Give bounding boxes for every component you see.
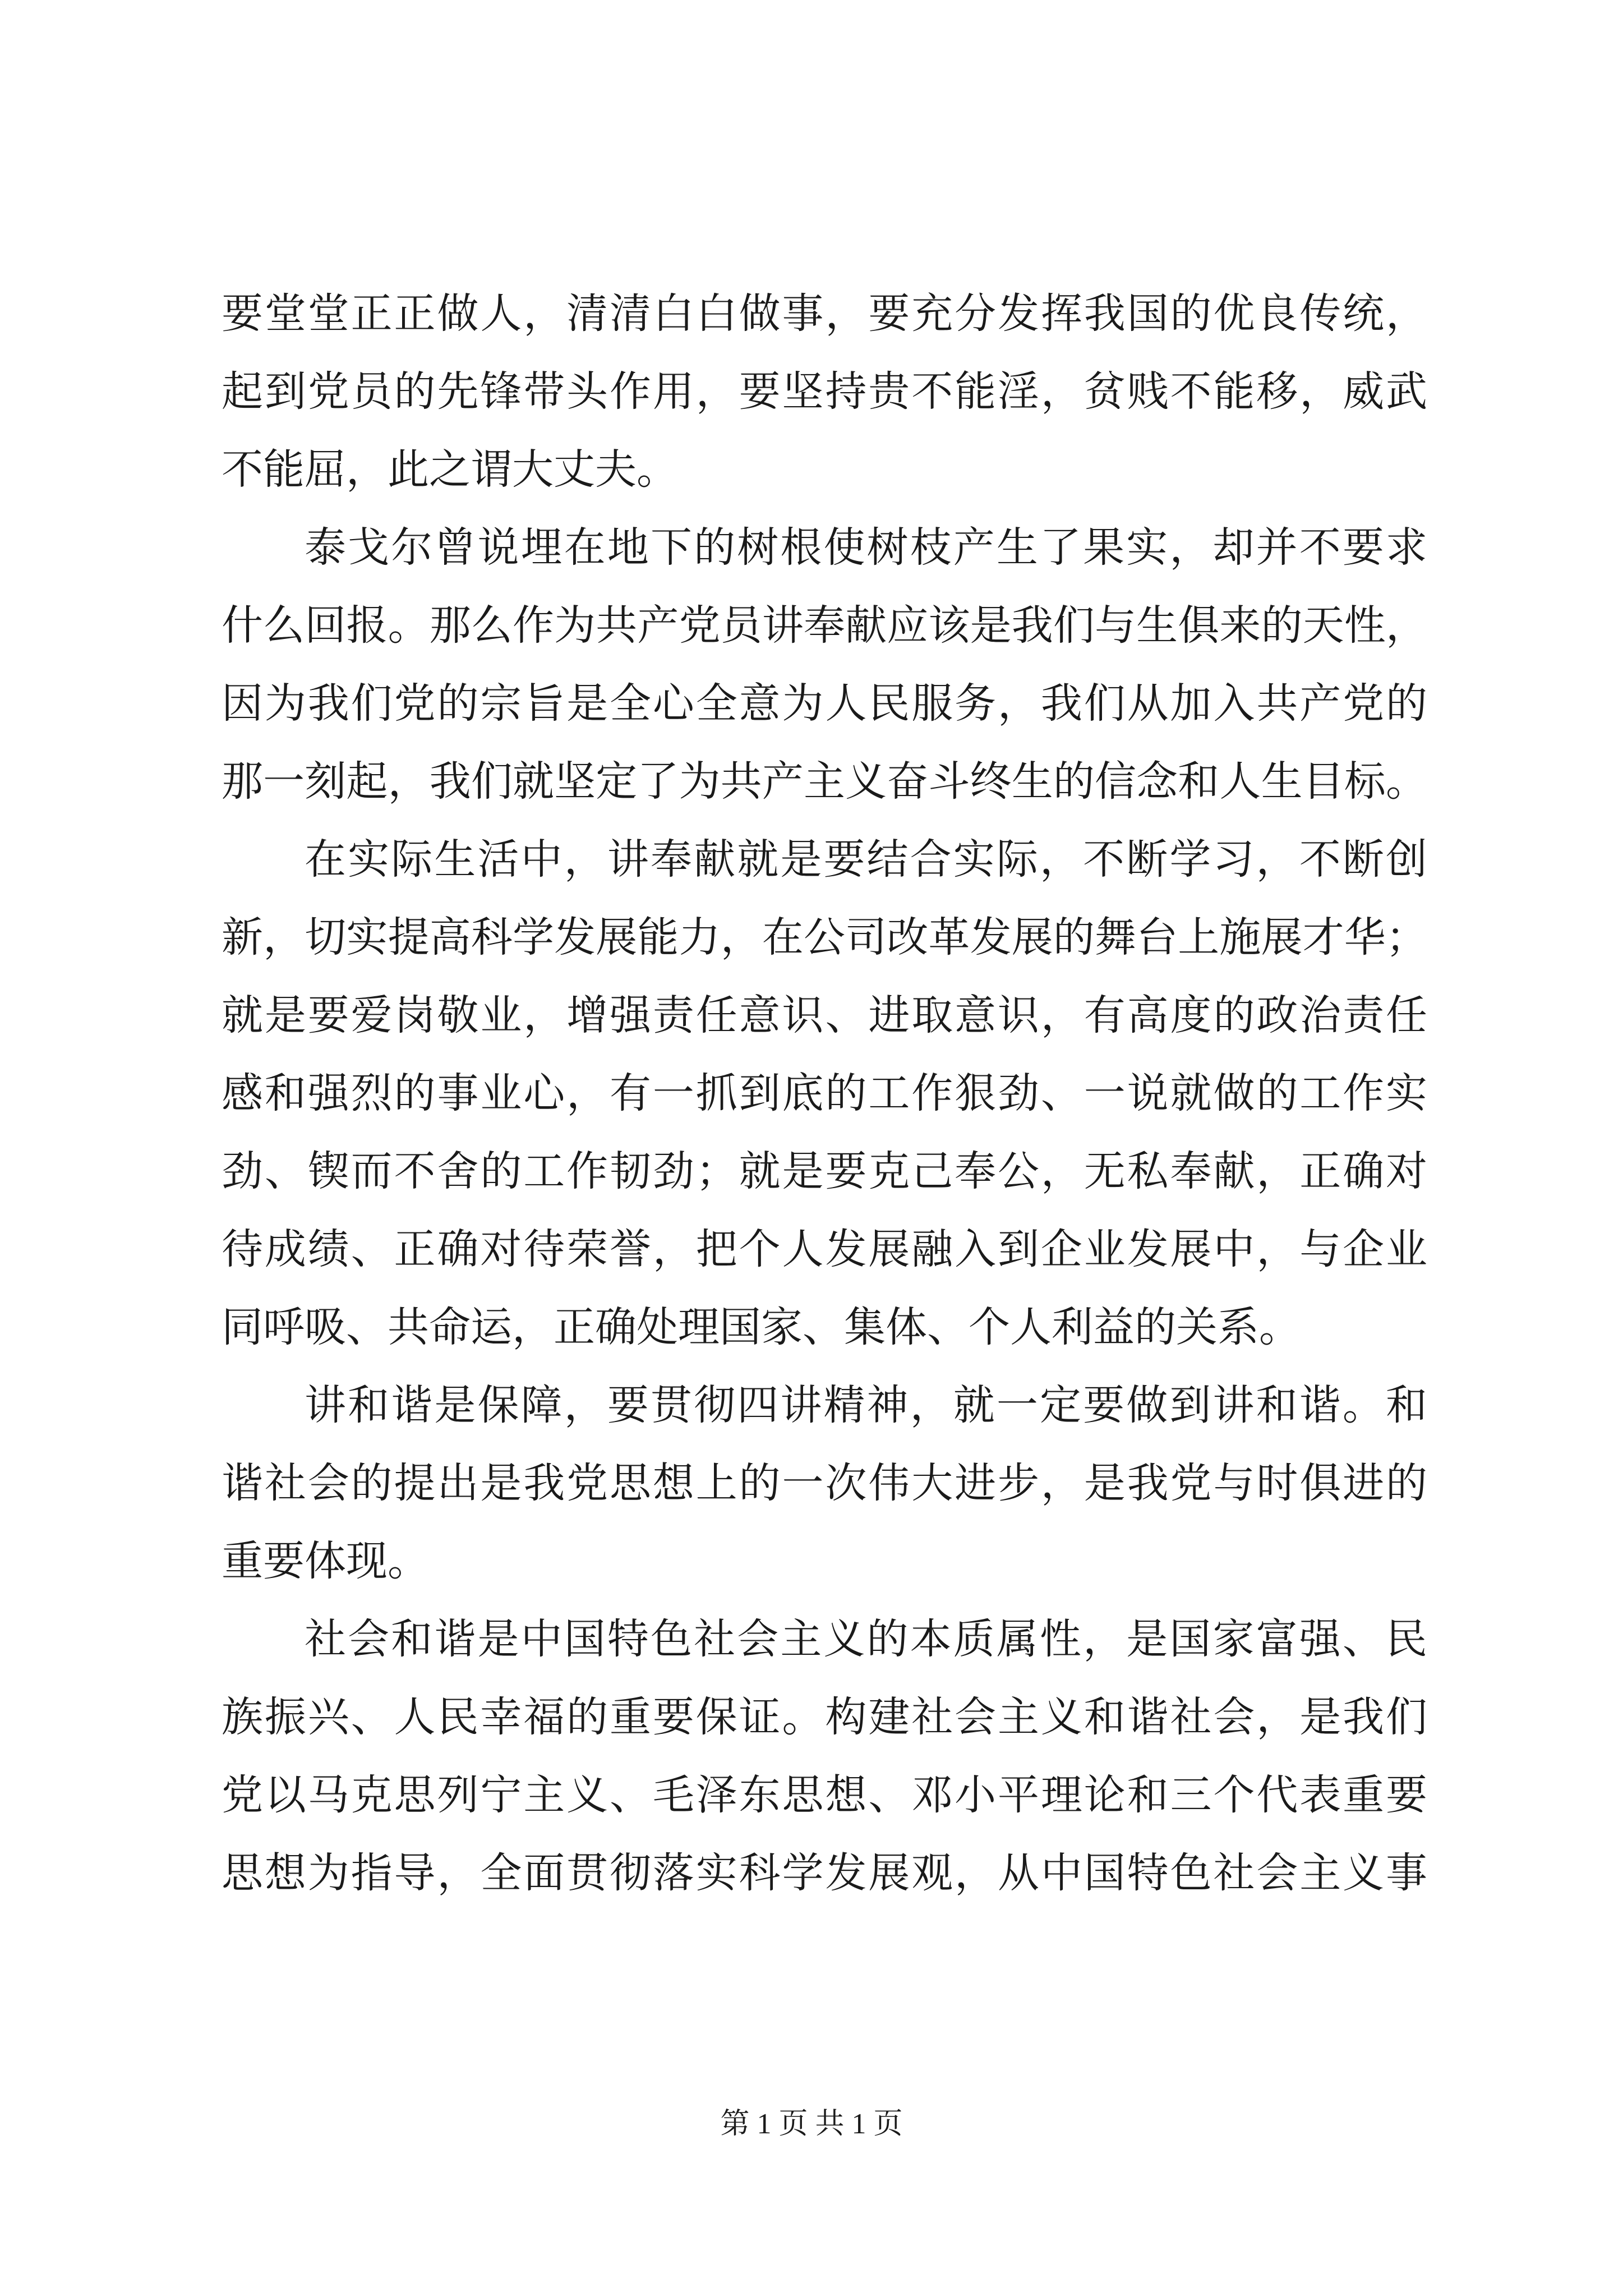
text-line: 族振兴、人民幸福的重要保证。构建社会主义和谐社会，是我们 bbox=[222, 1693, 1427, 1741]
paragraph-first-line: 社会和谐是中国特色社会主义的本质属性，是国家富强、民 bbox=[305, 1615, 1427, 1663]
page-footer: 第 1 页 共 1 页 bbox=[720, 2108, 903, 2140]
text-line: 不能屈，此之谓大丈夫。 bbox=[222, 445, 678, 494]
text-line: 什么回报。那么作为共产党员讲奉献应该是我们与生俱来的天性， bbox=[222, 601, 1427, 650]
text-line: 待成绩、正确对待荣誉，把个人发展融入到企业发展中，与企业 bbox=[222, 1225, 1427, 1273]
text-line: 那一刻起，我们就坚定了为共产主义奋斗终生的信念和人生目标。 bbox=[222, 757, 1427, 806]
document-body bbox=[222, 275, 1427, 1912]
text-line: 重要体现。 bbox=[222, 1537, 429, 1585]
text-line: 同呼吸、共命运，正确处理国家、集体、个人利益的关系。 bbox=[222, 1303, 1301, 1351]
text-line: 就是要爱岗敬业，增强责任意识、进取意识，有高度的政治责任 bbox=[222, 991, 1427, 1039]
text-line: 新，切实提高科学发展能力，在公司改革发展的舞台上施展才华； bbox=[222, 913, 1427, 961]
text-line: 感和强烈的事业心，有一抓到底的工作狠劲、一说就做的工作实 bbox=[222, 1069, 1427, 1117]
text-line: 起到党员的先锋带头作用，要坚持贵不能淫，贫贱不能移，威武 bbox=[222, 367, 1427, 416]
text-line: 党以马克思列宁主义、毛泽东思想、邓小平理论和三个代表重要 bbox=[222, 1771, 1427, 1819]
paragraph-first-line: 讲和谐是保障，要贯彻四讲精神，就一定要做到讲和谐。和 bbox=[305, 1381, 1427, 1429]
text-line: 要堂堂正正做人，清清白白做事，要充分发挥我国的优良传统， bbox=[222, 289, 1427, 338]
text-line: 劲、锲而不舍的工作韧劲；就是要克己奉公，无私奉献，正确对 bbox=[222, 1147, 1427, 1195]
paragraph-first-line: 泰戈尔曾说埋在地下的树根使树枝产生了果实，却并不要求 bbox=[305, 523, 1427, 572]
paragraph-first-line: 在实际生活中，讲奉献就是要结合实际，不断学习，不断创 bbox=[305, 835, 1427, 884]
text-line: 谐社会的提出是我党思想上的一次伟大进步，是我党与时俱进的 bbox=[222, 1459, 1427, 1507]
text-line: 思想为指导，全面贯彻落实科学发展观，从中国特色社会主义事 bbox=[222, 1849, 1427, 1897]
text-line: 因为我们党的宗旨是全心全意为人民服务，我们从加入共产党的 bbox=[222, 679, 1427, 728]
